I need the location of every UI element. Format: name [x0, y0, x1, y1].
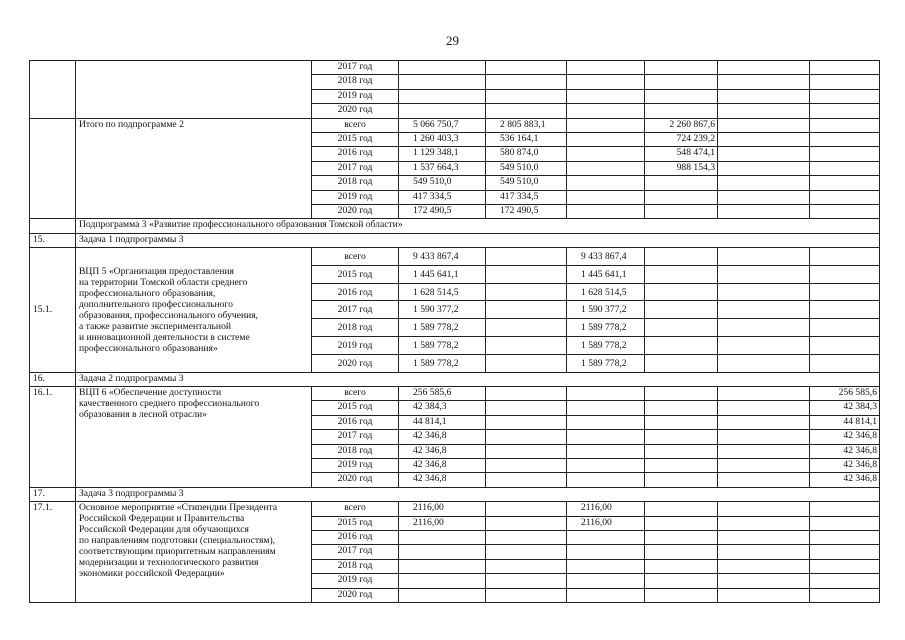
- value-cell: [718, 283, 810, 301]
- value-cell: 44 814,1: [399, 415, 486, 429]
- value-cell: [810, 502, 880, 516]
- row-number: [30, 118, 76, 219]
- value-cell: [486, 301, 567, 319]
- table-row: [30, 61, 880, 75]
- row-label: Основное мероприятие «Стипендии Президента Российской Федерации и Правительства Российской Федерации для обучающихся по направлениям подготовки (специальностям), соответствующим приоритетным направлениям модернизации и технологического развития экономики российской Федерации»: [76, 502, 312, 603]
- value-cell: [486, 61, 567, 75]
- row-number: 16.: [30, 372, 76, 386]
- value-cell: [718, 459, 810, 473]
- value-cell: [567, 545, 645, 559]
- value-cell: [399, 104, 486, 118]
- value-cell: [718, 161, 810, 175]
- year-cell: 2020 год: [312, 588, 399, 602]
- value-cell: [486, 516, 567, 530]
- value-cell: [567, 473, 645, 487]
- value-cell: 1 260 403,3: [399, 132, 486, 146]
- value-cell: [567, 204, 645, 218]
- table-row: [30, 502, 880, 516]
- row-number: [30, 219, 76, 233]
- value-cell: [645, 354, 718, 372]
- value-cell: 42 346,8: [810, 459, 880, 473]
- value-cell: 549 510,0: [486, 176, 567, 190]
- year-cell: 2015 год: [312, 516, 399, 530]
- value-cell: [486, 319, 567, 337]
- value-cell: [810, 61, 880, 75]
- year-cell: 2016 год: [312, 147, 399, 161]
- value-cell: 536 164,1: [486, 132, 567, 146]
- value-cell: [567, 176, 645, 190]
- value-cell: [810, 75, 880, 89]
- row-number: [30, 61, 76, 119]
- value-cell: 580 874,0: [486, 147, 567, 161]
- value-cell: [718, 204, 810, 218]
- value-cell: [718, 301, 810, 319]
- value-cell: 1 445 641,1: [567, 265, 645, 283]
- value-cell: 42 384,3: [399, 401, 486, 415]
- value-cell: [645, 588, 718, 602]
- value-cell: 2 805 883,1: [486, 118, 567, 132]
- task-title: Задача 1 подпрограммы 3: [76, 233, 880, 247]
- value-cell: [486, 104, 567, 118]
- value-cell: [810, 118, 880, 132]
- value-cell: [810, 204, 880, 218]
- value-cell: [810, 161, 880, 175]
- value-cell: [645, 516, 718, 530]
- value-cell: [645, 444, 718, 458]
- value-cell: 2116,00: [399, 516, 486, 530]
- year-cell: 2017 год: [312, 161, 399, 175]
- task-row: [30, 487, 880, 501]
- row-number: 15.1.: [30, 248, 76, 373]
- row-label: ВЦП 5 «Организация предоставления на территории Томской области среднего профессионального образования, дополнительного профессионального образования, профессионального обучения, а также развитие экспериментальной и инновационной деятельности в системе профессионального образования»: [76, 248, 312, 373]
- row-number: 16.1.: [30, 387, 76, 488]
- year-cell: 2019 год: [312, 574, 399, 588]
- value-cell: [810, 530, 880, 544]
- value-cell: [718, 354, 810, 372]
- row-number: 17.: [30, 487, 76, 501]
- year-cell: 2018 год: [312, 559, 399, 573]
- value-cell: [645, 415, 718, 429]
- table-row: [30, 387, 880, 401]
- value-cell: 417 334,5: [399, 190, 486, 204]
- value-cell: 9 433 867,4: [399, 248, 486, 266]
- value-cell: [399, 61, 486, 75]
- year-cell: всего: [312, 502, 399, 516]
- value-cell: [486, 387, 567, 401]
- value-cell: 42 346,8: [810, 430, 880, 444]
- value-cell: [399, 545, 486, 559]
- value-cell: [645, 430, 718, 444]
- value-cell: [810, 337, 880, 355]
- value-cell: [486, 588, 567, 602]
- value-cell: [567, 415, 645, 429]
- value-cell: [567, 574, 645, 588]
- value-cell: [399, 574, 486, 588]
- value-cell: [486, 459, 567, 473]
- value-cell: 724 239,2: [645, 132, 718, 146]
- value-cell: [645, 301, 718, 319]
- value-cell: 2116,00: [399, 502, 486, 516]
- value-cell: [486, 265, 567, 283]
- value-cell: [718, 75, 810, 89]
- value-cell: [486, 545, 567, 559]
- value-cell: 9 433 867,4: [567, 248, 645, 266]
- year-cell: 2017 год: [312, 430, 399, 444]
- year-cell: всего: [312, 387, 399, 401]
- value-cell: [486, 559, 567, 573]
- value-cell: [399, 75, 486, 89]
- value-cell: 1 590 377,2: [567, 301, 645, 319]
- value-cell: [718, 444, 810, 458]
- year-cell: 2016 год: [312, 415, 399, 429]
- value-cell: 42 346,8: [399, 459, 486, 473]
- value-cell: [486, 401, 567, 415]
- value-cell: [718, 430, 810, 444]
- value-cell: [645, 75, 718, 89]
- value-cell: [567, 75, 645, 89]
- value-cell: [567, 430, 645, 444]
- year-cell: 2019 год: [312, 190, 399, 204]
- value-cell: [810, 574, 880, 588]
- value-cell: 1 589 778,2: [567, 319, 645, 337]
- value-cell: [718, 176, 810, 190]
- value-cell: [645, 337, 718, 355]
- value-cell: [718, 588, 810, 602]
- value-cell: [718, 147, 810, 161]
- value-cell: [486, 89, 567, 103]
- value-cell: [567, 132, 645, 146]
- year-cell: 2019 год: [312, 459, 399, 473]
- value-cell: [567, 401, 645, 415]
- value-cell: 1 590 377,2: [399, 301, 486, 319]
- value-cell: 1 628 514,5: [567, 283, 645, 301]
- value-cell: [567, 89, 645, 103]
- value-cell: 172 490,5: [399, 204, 486, 218]
- value-cell: [567, 161, 645, 175]
- value-cell: [645, 104, 718, 118]
- value-cell: [718, 415, 810, 429]
- value-cell: [645, 545, 718, 559]
- value-cell: [486, 75, 567, 89]
- value-cell: [810, 545, 880, 559]
- value-cell: [645, 401, 718, 415]
- value-cell: [645, 61, 718, 75]
- value-cell: 44 814,1: [810, 415, 880, 429]
- value-cell: [810, 265, 880, 283]
- value-cell: [645, 190, 718, 204]
- value-cell: [645, 559, 718, 573]
- value-cell: [645, 459, 718, 473]
- value-cell: [486, 354, 567, 372]
- value-cell: [486, 337, 567, 355]
- value-cell: [399, 588, 486, 602]
- value-cell: 256 585,6: [399, 387, 486, 401]
- value-cell: 1 589 778,2: [567, 337, 645, 355]
- value-cell: [718, 559, 810, 573]
- value-cell: [810, 588, 880, 602]
- value-cell: 417 334,5: [486, 190, 567, 204]
- value-cell: [718, 530, 810, 544]
- value-cell: 988 154,3: [645, 161, 718, 175]
- table-row: [30, 118, 880, 132]
- year-cell: 2015 год: [312, 401, 399, 415]
- value-cell: 1 628 514,5: [399, 283, 486, 301]
- value-cell: [645, 283, 718, 301]
- value-cell: 1 129 348,1: [399, 147, 486, 161]
- year-cell: всего: [312, 118, 399, 132]
- value-cell: 1 589 778,2: [399, 319, 486, 337]
- year-cell: 2017 год: [312, 61, 399, 75]
- value-cell: [567, 559, 645, 573]
- year-cell: 2019 год: [312, 89, 399, 103]
- year-cell: 2017 год: [312, 545, 399, 559]
- value-cell: [645, 204, 718, 218]
- value-cell: [810, 301, 880, 319]
- value-cell: 1 537 664,3: [399, 161, 486, 175]
- year-cell: 2020 год: [312, 354, 399, 372]
- value-cell: [718, 132, 810, 146]
- task-row: [30, 372, 880, 386]
- value-cell: [645, 530, 718, 544]
- value-cell: [645, 265, 718, 283]
- value-cell: 1 445 641,1: [399, 265, 486, 283]
- value-cell: 42 346,8: [810, 444, 880, 458]
- value-cell: [486, 444, 567, 458]
- value-cell: 42 346,8: [399, 444, 486, 458]
- value-cell: [718, 387, 810, 401]
- value-cell: 1 589 778,2: [399, 354, 486, 372]
- value-cell: 2116,00: [567, 516, 645, 530]
- row-number: 17.1.: [30, 502, 76, 603]
- year-cell: 2017 год: [312, 301, 399, 319]
- value-cell: 42 346,8: [399, 473, 486, 487]
- value-cell: [718, 89, 810, 103]
- value-cell: [567, 530, 645, 544]
- value-cell: 256 585,6: [810, 387, 880, 401]
- year-cell: 2018 год: [312, 444, 399, 458]
- value-cell: [567, 387, 645, 401]
- value-cell: [645, 387, 718, 401]
- value-cell: 42 384,3: [810, 401, 880, 415]
- year-cell: 2020 год: [312, 473, 399, 487]
- row-number: 15.: [30, 233, 76, 247]
- task-row: [30, 233, 880, 247]
- value-cell: [718, 319, 810, 337]
- value-cell: [486, 473, 567, 487]
- section-title: Подпрограмма 3 «Развитие профессионального образования Томской области»: [76, 219, 880, 233]
- value-cell: [645, 319, 718, 337]
- value-cell: [718, 502, 810, 516]
- value-cell: [567, 190, 645, 204]
- value-cell: [645, 473, 718, 487]
- year-cell: 2016 год: [312, 530, 399, 544]
- value-cell: [486, 283, 567, 301]
- value-cell: [645, 248, 718, 266]
- budget-table: [29, 60, 880, 603]
- year-cell: 2016 год: [312, 283, 399, 301]
- year-cell: 2020 год: [312, 104, 399, 118]
- value-cell: [645, 502, 718, 516]
- task-title: Задача 3 подпрограммы 3: [76, 487, 880, 501]
- value-cell: [718, 401, 810, 415]
- value-cell: [810, 516, 880, 530]
- value-cell: [567, 61, 645, 75]
- value-cell: 1 589 778,2: [399, 337, 486, 355]
- value-cell: [567, 459, 645, 473]
- page-number: 29: [446, 33, 459, 48]
- value-cell: 2 260 867,6: [645, 118, 718, 132]
- value-cell: [810, 354, 880, 372]
- value-cell: [810, 132, 880, 146]
- row-label: [76, 61, 312, 119]
- value-cell: [810, 104, 880, 118]
- value-cell: [810, 190, 880, 204]
- value-cell: [718, 190, 810, 204]
- row-label: ВЦП 6 «Обеспечение доступности качественного среднего профессионального образования в лесной отрасли»: [76, 387, 312, 488]
- value-cell: [718, 473, 810, 487]
- value-cell: [486, 502, 567, 516]
- value-cell: [810, 147, 880, 161]
- value-cell: 2116,00: [567, 502, 645, 516]
- value-cell: [718, 61, 810, 75]
- row-label: Итого по подпрограмме 2: [76, 118, 312, 219]
- value-cell: 42 346,8: [399, 430, 486, 444]
- value-cell: 5 066 750,7: [399, 118, 486, 132]
- value-cell: [645, 176, 718, 190]
- value-cell: [567, 104, 645, 118]
- year-cell: 2018 год: [312, 319, 399, 337]
- value-cell: 549 510,0: [486, 161, 567, 175]
- value-cell: [810, 89, 880, 103]
- value-cell: [399, 530, 486, 544]
- value-cell: [718, 118, 810, 132]
- year-cell: 2015 год: [312, 265, 399, 283]
- value-cell: [810, 176, 880, 190]
- task-title: Задача 2 подпрограммы 3: [76, 372, 880, 386]
- value-cell: [810, 319, 880, 337]
- value-cell: [567, 588, 645, 602]
- value-cell: [718, 545, 810, 559]
- value-cell: [486, 530, 567, 544]
- value-cell: [567, 118, 645, 132]
- value-cell: [718, 337, 810, 355]
- value-cell: [718, 248, 810, 266]
- value-cell: [486, 574, 567, 588]
- year-cell: 2019 год: [312, 337, 399, 355]
- value-cell: [718, 516, 810, 530]
- value-cell: [486, 430, 567, 444]
- value-cell: [567, 444, 645, 458]
- value-cell: [645, 89, 718, 103]
- value-cell: [486, 248, 567, 266]
- value-cell: [718, 265, 810, 283]
- value-cell: 1 589 778,2: [567, 354, 645, 372]
- value-cell: [810, 283, 880, 301]
- table-row: [30, 248, 880, 266]
- year-cell: 2015 год: [312, 132, 399, 146]
- year-cell: 2018 год: [312, 176, 399, 190]
- value-cell: 548 474,1: [645, 147, 718, 161]
- value-cell: [399, 559, 486, 573]
- value-cell: 549 510,0: [399, 176, 486, 190]
- section-header-row: [30, 219, 880, 233]
- value-cell: [486, 415, 567, 429]
- value-cell: [645, 574, 718, 588]
- value-cell: [718, 574, 810, 588]
- value-cell: [718, 104, 810, 118]
- year-cell: 2020 год: [312, 204, 399, 218]
- value-cell: [810, 559, 880, 573]
- value-cell: 172 490,5: [486, 204, 567, 218]
- value-cell: [567, 147, 645, 161]
- year-cell: 2018 год: [312, 75, 399, 89]
- year-cell: всего: [312, 248, 399, 266]
- value-cell: [399, 89, 486, 103]
- value-cell: [810, 248, 880, 266]
- value-cell: 42 346,8: [810, 473, 880, 487]
